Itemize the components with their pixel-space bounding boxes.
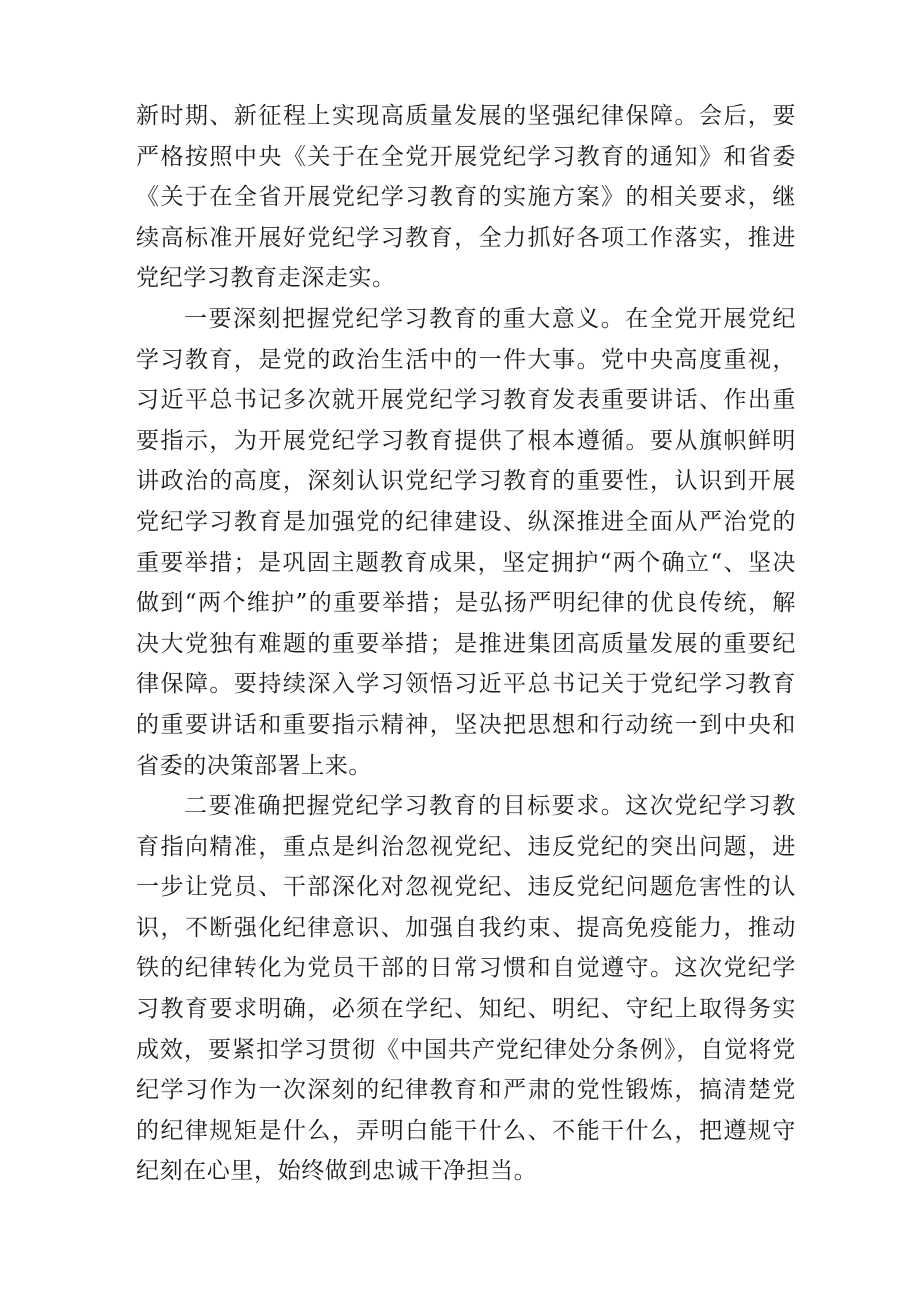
paragraph-intro: 新时期、新征程上实现高质量发展的坚强纪律保障。会后，要严格按照中央《关于在全党开展党纪学习教育的通知》和省委《关于在全省开展党纪学习教育的实施方案》的相关要求，继续高标准开展好党纪学习教育，全力抓好各项工作落实，推进党纪学习教育走深走实。 <box>136 103 796 292</box>
document-body <box>136 96 796 1192</box>
paragraph-point-one: 一要深刻把握党纪学习教育的重大意义。在全党开展党纪学习教育，是党的政治生活中的一件大事。党中央高度重视，习近平总书记多次就开展党纪学习教育发表重要讲话、作出重要指示，为开展党纪学习教育提供了根本遵循。要从旗帜鲜明讲政治的高度，深刻认识党纪学习教育的重要性，认识到开展党纪学习教育是加强党的纪律建设、纵深推进全面从严治党的重要举措；是巩固主题教育成果，坚定拥护“两个确立“、坚决做到“两个维护”的重要举措；是弘扬严明纪律的优良传统，解决大党独有难题的重要举措；是推进集团高质量发展的重要纪律保障。要持续深入学习领悟习近平总书记关于党纪学习教育的重要讲话和重要指示精神，坚决把思想和行动统一到中央和省委的决策部署上来。 <box>136 305 796 779</box>
paragraph-point-two: 二要准确把握党纪学习教育的目标要求。这次党纪学习教育指向精准，重点是纠治忽视党纪、违反党纪的突出问题，进一步让党员、干部深化对忽视党纪、违反党纪问题危害性的认识，不断强化纪律意识、加强自我约束、提高免疫能力，推动铁的纪律转化为党员干部的日常习惯和自觉遵守。这次党纪学习教育要求明确，必须在学纪、知纪、明纪、守纪上取得务实成效，要紧扣学习贯彻《中国共产党纪律处分条例》，自觉将党纪学习作为一次深刻的纪律教育和严肃的党性锻炼，搞清楚党的纪律规矩是什么，弄明白能干什么、不能干什么，把遵规守纪刻在心里，始终做到忠诚干净担当。 <box>136 793 796 1185</box>
